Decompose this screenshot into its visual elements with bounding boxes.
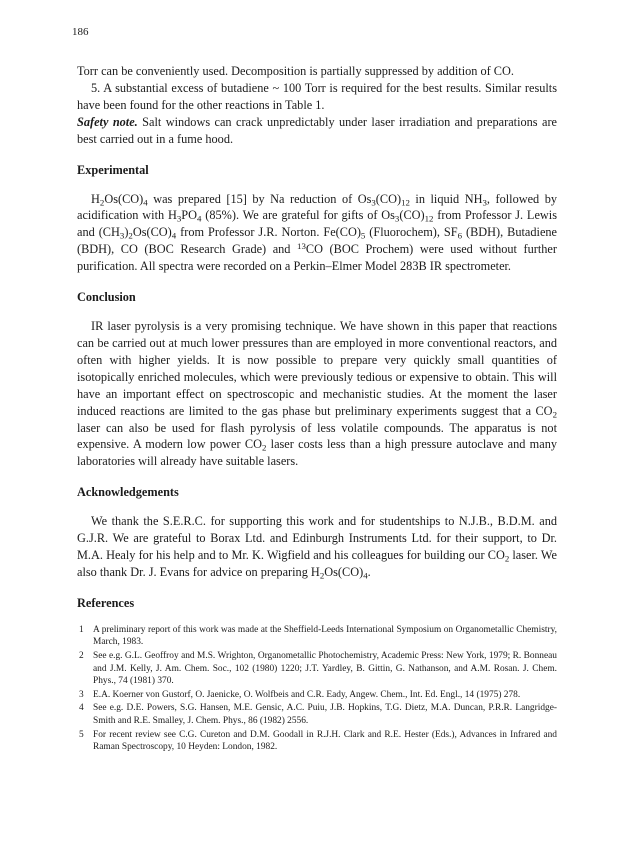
reference-text: See e.g. D.E. Powers, S.G. Hansen, M.E. Gensic, A.C. Puiu, J.B. Hopkins, T.G. Dietz, M.A. Duncan, P.R.R. Langridge-Smith and R.E. Smalley, J. Chem. Phys., 86 (1982) 2556. [93,703,557,726]
reference-text: A preliminary report of this work was made at the Sheffield-Leeds International Symposium on Organometallic Chemistry, March, 1983. [93,624,557,648]
acknowledgements-paragraph: We thank the S.E.R.C. for supporting this work and for studentships to N.J.B., B.D.M. and G.J.R. We are grateful to Borax Ltd. and Edinburgh Instruments Ltd. for their support, to Dr. M.A. Healy for his help and to Mr. K. Wigfield and his colleagues for building our $CO_2$ laser. We also thank Dr. J. Evans for advice on preparing $H_2Os(CO)_4$. [77,514,557,581]
experimental-paragraph: $H_2Os(CO)_4$ was prepared [15] by Na reduction of $Os_3(CO)_{12}$ in liquid $NH_3$, followed by acidification with $H_3PO_4$ (85%). We are grateful for gifts of $Os_3(CO)_{12}$ from Professor J. Lewis and $(CH_3)_2Os(CO)_4$ from Professor J.R. Norton. $Fe(CO)_5$ (Fluorochem), $SF_6$ (BDH), Butadiene (BDH), CO (BOC Research Grade) and $^{13}$CO (BOC Prochem) were used without further purification. All spectra were recorded on a Perkin–Elmer Model 283B IR spectrometer. [77,191,558,274]
reference-text: For recent review see C.G. Cureton and D.M. Goodall in R.J.H. Clark and R.E. Hester (Eds.), Advances in Infrared and Raman Spectroscopy, 10 Heyden: London, 1982. [93,729,557,753]
intro-paragraph-2: 5. A substantial excess of butadiene ~ 100 Torr is required for the best results. Similar results have been found for the other reactions in Table 1. [77,80,557,112]
safety-note-label: Safety note. [77,114,138,129]
reference-number: 1 [79,624,84,635]
acknowledgements-heading: Acknowledgements [77,485,179,500]
reference-number: 2 [79,651,84,662]
reference-number: 3 [79,689,84,700]
safety-note-text: Salt windows can crack unpredictably under laser irradiation and preparations are best carried out in a fume hood. [77,114,557,146]
experimental-heading: Experimental [77,162,149,177]
reference-number: 5 [79,729,84,740]
reference-item [77,650,557,688]
conclusion-paragraph: IR laser pyrolysis is a very promising technique. We have shown in this paper that reactions can be carried out at much lower pressures than are employed in more conventional reactors, and often with higher yields. It is now possible to prepare very quickly small quantities of isotopically enriched molecules, which were previously tedious or expensive to obtain. This will have an important effect on spectroscopic and mechanistic studies. At the moment the laser induced reactions are limited to the gas phase but preliminary experiments suggest that a $CO_2$ laser can also be used for flash pyrolysis of less volatile compounds. The apparatus is not expensive. A modern low power $CO_2$ laser costs less than a high pressure autoclave and many laboratories will already have suitable lasers. [77,319,557,469]
intro-paragraph-1: Torr can be conveniently used. Decomposition is partially suppressed by addition of CO. [77,64,514,78]
reference-list [77,624,557,754]
reference-number: 4 [79,703,84,714]
references-heading: References [77,595,135,610]
reference-text: E.A. Koerner von Gustorf, O. Jaenicke, O. Wolfbeis and C.R. Eady, Angew. Chem., Int. Ed. Engl., 14 (1975) 278. [93,689,521,700]
conclusion-heading: Conclusion [77,290,136,305]
reference-item [77,689,557,702]
reference-item [77,624,557,649]
reference-item [77,729,557,754]
safety-note-paragraph [77,114,557,148]
reference-item [77,702,557,727]
page-number: 186 [72,26,89,38]
reference-text: See e.g. G.L. Geoffroy and M.S. Wrighton, Organometallic Photochemistry, Academic Press: New York, 1979; R. Bonneau and J.M. Kelly, J. Am. Chem. Soc., 102 (1980) 1220; J.T. Yardley, B. Gittin, G. Nathanson, and A.M. Rosan. J. Chem. Phys., 74 (1981) 370. [93,651,557,687]
page-body [77,63,557,770]
